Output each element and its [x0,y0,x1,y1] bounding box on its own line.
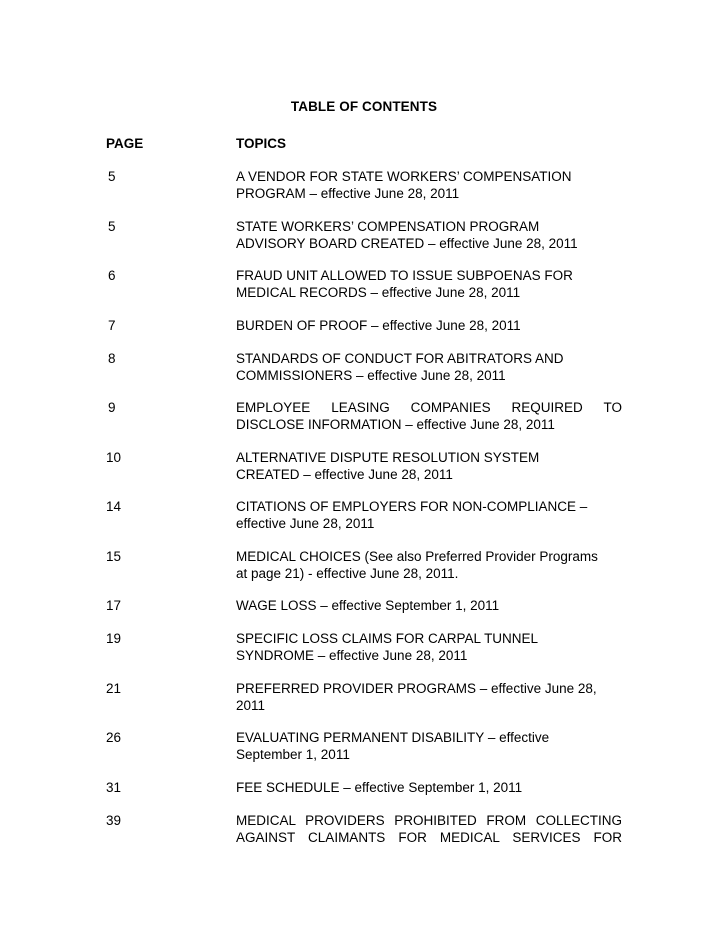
toc-entry-topic [236,630,622,664]
toc-entry-page: 17 [106,598,122,613]
toc-entry-page: 39 [106,812,122,828]
toc-title [0,99,728,114]
toc-entry [0,317,728,350]
toc-entry [0,729,728,779]
toc-entry-topic-line: September 1, 2011 [236,747,350,762]
toc-entry-topic [236,449,622,483]
toc-entry-topic [236,267,622,301]
toc-entry-topic [236,812,622,846]
toc-entry-topic-line: CITATIONS OF EMPLOYERS FOR NON-COMPLIANCE – [236,499,588,514]
toc-entry-topic [236,218,622,252]
toc-entry [0,399,728,449]
toc-entry-topic-line: SYNDROME – effective June 28, 2011 [236,648,468,663]
toc-entry-topic-line: MEDICAL RECORDS – effective June 28, 2011 [236,285,521,300]
toc-entry [0,498,728,548]
toc-entry-topic-line: BURDEN OF PROOF – effective June 28, 2011 [236,317,521,333]
toc-entry [0,680,728,730]
topics-column-header: TOPICS [236,136,287,151]
toc-entry-page: 10 [106,449,122,465]
toc-entry-topic-line: FEE SCHEDULE – effective September 1, 2011 [236,779,523,795]
toc-entry-topic-line: STATE WORKERS’ COMPENSATION PROGRAM [236,218,540,234]
toc-entry-topic-line: WAGE LOSS – effective September 1, 2011 [236,598,500,613]
toc-entry-topic-line: ADVISORY BOARD CREATED – effective June 28, 2011 [236,235,578,251]
toc-entry-topic [236,729,622,763]
toc-entry [0,779,728,812]
toc-entry-page: 31 [106,779,122,795]
toc-entry [0,630,728,680]
toc-entry-page: 9 [108,400,116,415]
toc-entry-topic [236,597,622,614]
toc-entry [0,597,728,630]
toc-entry-topic-line: at page 21) - effective June 28, 2011. [236,565,459,581]
toc-entry-topic [236,350,622,384]
toc-entry-topic-line: PROGRAM – effective June 28, 2011 [236,186,460,201]
toc-entry-topic [236,680,622,714]
toc-entry-page: 15 [106,548,122,564]
toc-entry [0,548,728,598]
toc-entry-topic-line: PREFERRED PROVIDER PROGRAMS – effective June 28, [236,680,597,696]
toc-entry-page: 8 [108,350,116,366]
toc-entry-page: 26 [106,730,122,745]
toc-entry-topic-line: ALTERNATIVE DISPUTE RESOLUTION SYSTEM [236,449,540,465]
toc-entry-topic-line: effective June 28, 2011 [236,516,375,531]
toc-title-text: TABLE OF CONTENTS [290,99,438,114]
toc-entry-page: 6 [108,268,116,283]
toc-entry-page: 5 [108,218,116,234]
toc-entry-topic-line: EVALUATING PERMANENT DISABILITY – effective [236,730,550,745]
toc-entry-topic-line: MEDICAL CHOICES (See also Preferred Provider Programs [236,548,598,564]
toc-entry [0,218,728,268]
toc-entry [0,350,728,400]
toc-entry [0,267,728,317]
toc-entry [0,449,728,499]
toc-entry-topic-line: 2011 [236,697,266,713]
toc-entry-topic-line: SPECIFIC LOSS CLAIMS FOR CARPAL TUNNEL [236,631,539,646]
toc-entry-topic-line: STANDARDS OF CONDUCT FOR ABITRATORS AND [236,350,564,366]
toc-entry-page: 21 [106,680,122,696]
toc-entry-topic-line: EMPLOYEE LEASING COMPANIES REQUIRED TO [236,400,622,415]
toc-entry-topic-line: FRAUD UNIT ALLOWED TO ISSUE SUBPOENAS FOR [236,268,573,283]
toc-entry [0,168,728,218]
toc-entry-topic [236,779,622,796]
toc-entry-topic [236,399,622,433]
page-column-header: PAGE [106,136,144,151]
toc-entry-topic [236,317,622,334]
toc-entry-topic [236,168,622,202]
toc-entry-topic-line: MEDICAL PROVIDERS PROHIBITED FROM COLLECTING [236,812,622,828]
toc-entry-topic-line: COMMISSIONERS – effective June 28, 2011 [236,367,506,383]
toc-entry-topic-line: A VENDOR FOR STATE WORKERS’ COMPENSATION [236,169,572,184]
toc-entry-page: 19 [106,631,122,646]
toc-entry-topic-line: CREATED – effective June 28, 2011 [236,466,453,482]
toc-entries [0,168,728,861]
toc-entry [0,812,728,862]
toc-entry-topic [236,548,622,582]
toc-entry-page: 14 [106,499,122,514]
toc-entry-topic-line: AGAINST CLAIMANTS FOR MEDICAL SERVICES FOR [236,829,622,845]
toc-entry-topic-line: DISCLOSE INFORMATION – effective June 28, 2011 [236,417,555,432]
toc-entry-topic [236,498,622,532]
toc-entry-page: 5 [108,169,116,184]
toc-entry-page: 7 [108,317,116,333]
